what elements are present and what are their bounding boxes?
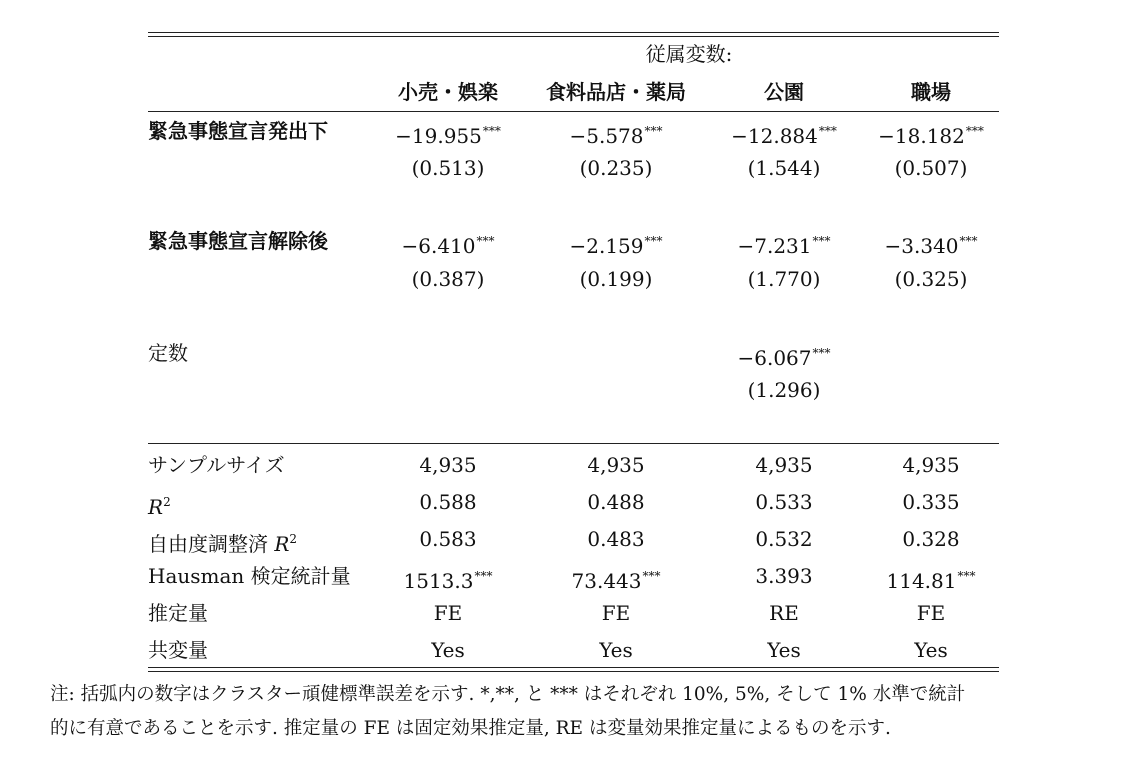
se-declaration-retail: (0.513) [411, 156, 485, 180]
se-lifted-parks: (1.770) [747, 267, 821, 291]
header-rule [148, 111, 999, 112]
stat-label-estimator: 推定量 [148, 601, 208, 625]
covariates-retail: Yes [431, 638, 465, 662]
table-note-line-2: 的に有意であることを示す. 推定量の FE は固定効果推定量, RE は変量効果推定量によるものを示す. [50, 718, 891, 739]
stat-label-covariates: 共変量 [148, 638, 208, 662]
column-header-workplace: 職場 [911, 80, 951, 104]
se-declaration-grocery: (0.235) [579, 156, 653, 180]
stat-label-hausman: Hausman 検定統計量 [148, 564, 351, 588]
sample-size-grocery: 4,935 [587, 453, 645, 477]
r-squared-retail: 0.588 [419, 490, 477, 514]
covariates-workplace: Yes [914, 638, 948, 662]
hausman-workplace: 114.81*** [886, 569, 976, 593]
stat-label-adjusted-r-squared: 自由度調整済 $R^2$ [148, 532, 298, 556]
coef-declaration-parks: −12.884*** [731, 124, 837, 148]
coef-lifted-parks: −7.231*** [737, 234, 831, 258]
top-rule [148, 32, 999, 33]
coef-lifted-workplace: −3.340*** [884, 234, 978, 258]
coef-declaration-workplace: −18.182*** [878, 124, 984, 148]
column-header-retail: 小売・娯楽 [398, 80, 498, 104]
coef-declaration-grocery: −5.578*** [569, 124, 663, 148]
sample-size-retail: 4,935 [419, 453, 477, 477]
coef-declaration-retail: −19.955*** [395, 124, 501, 148]
se-declaration-workplace: (0.507) [894, 156, 968, 180]
top-rule-second [148, 36, 999, 37]
sample-size-parks: 4,935 [755, 453, 813, 477]
stats-rule [148, 443, 999, 444]
row-label-constant: 定数 [148, 341, 188, 365]
r-squared-grocery: 0.488 [587, 490, 645, 514]
covariates-parks: Yes [767, 638, 801, 662]
row-label-lifted: 緊急事態宣言解除後 [148, 229, 328, 253]
coef-constant-parks: −6.067*** [737, 346, 831, 370]
dependent-variable-heading: 従属変数: [645, 42, 733, 66]
coef-lifted-grocery: −2.159*** [569, 234, 663, 258]
bottom-rule-second [148, 671, 999, 672]
se-lifted-workplace: (0.325) [894, 267, 968, 291]
hausman-parks: 3.393 [755, 564, 813, 588]
column-header-grocery: 食料品店・薬局 [546, 80, 686, 104]
adjusted-r-squared-parks: 0.532 [755, 527, 813, 551]
sample-size-workplace: 4,935 [902, 453, 960, 477]
coef-lifted-retail: −6.410*** [401, 234, 495, 258]
se-constant-parks: (1.296) [747, 378, 821, 402]
se-lifted-retail: (0.387) [411, 267, 485, 291]
stat-label-r-squared: $R^2$ [148, 495, 171, 519]
adjusted-r-squared-retail: 0.583 [419, 527, 477, 551]
estimator-grocery: FE [601, 601, 631, 625]
column-header-parks: 公園 [764, 80, 804, 104]
table-note-line-1: 注: 括弧内の数字はクラスター頑健標準誤差を示す. *,**, と *** はそれぞれ 10%, 5%, そして 1% 水準で統計 [50, 684, 966, 705]
r-squared-workplace: 0.335 [902, 490, 960, 514]
r-squared-parks: 0.533 [755, 490, 813, 514]
adjusted-r-squared-workplace: 0.328 [902, 527, 960, 551]
row-label-declaration: 緊急事態宣言発出下 [148, 119, 328, 143]
se-lifted-grocery: (0.199) [579, 267, 653, 291]
hausman-grocery: 73.443*** [571, 569, 661, 593]
stat-label-sample-size: サンプルサイズ [148, 453, 285, 477]
se-declaration-parks: (1.544) [747, 156, 821, 180]
adjusted-r-squared-grocery: 0.483 [587, 527, 645, 551]
estimator-retail: FE [433, 601, 463, 625]
covariates-grocery: Yes [599, 638, 633, 662]
hausman-retail: 1513.3*** [403, 569, 493, 593]
estimator-parks: RE [769, 601, 799, 625]
bottom-rule [148, 667, 999, 668]
estimator-workplace: FE [916, 601, 946, 625]
